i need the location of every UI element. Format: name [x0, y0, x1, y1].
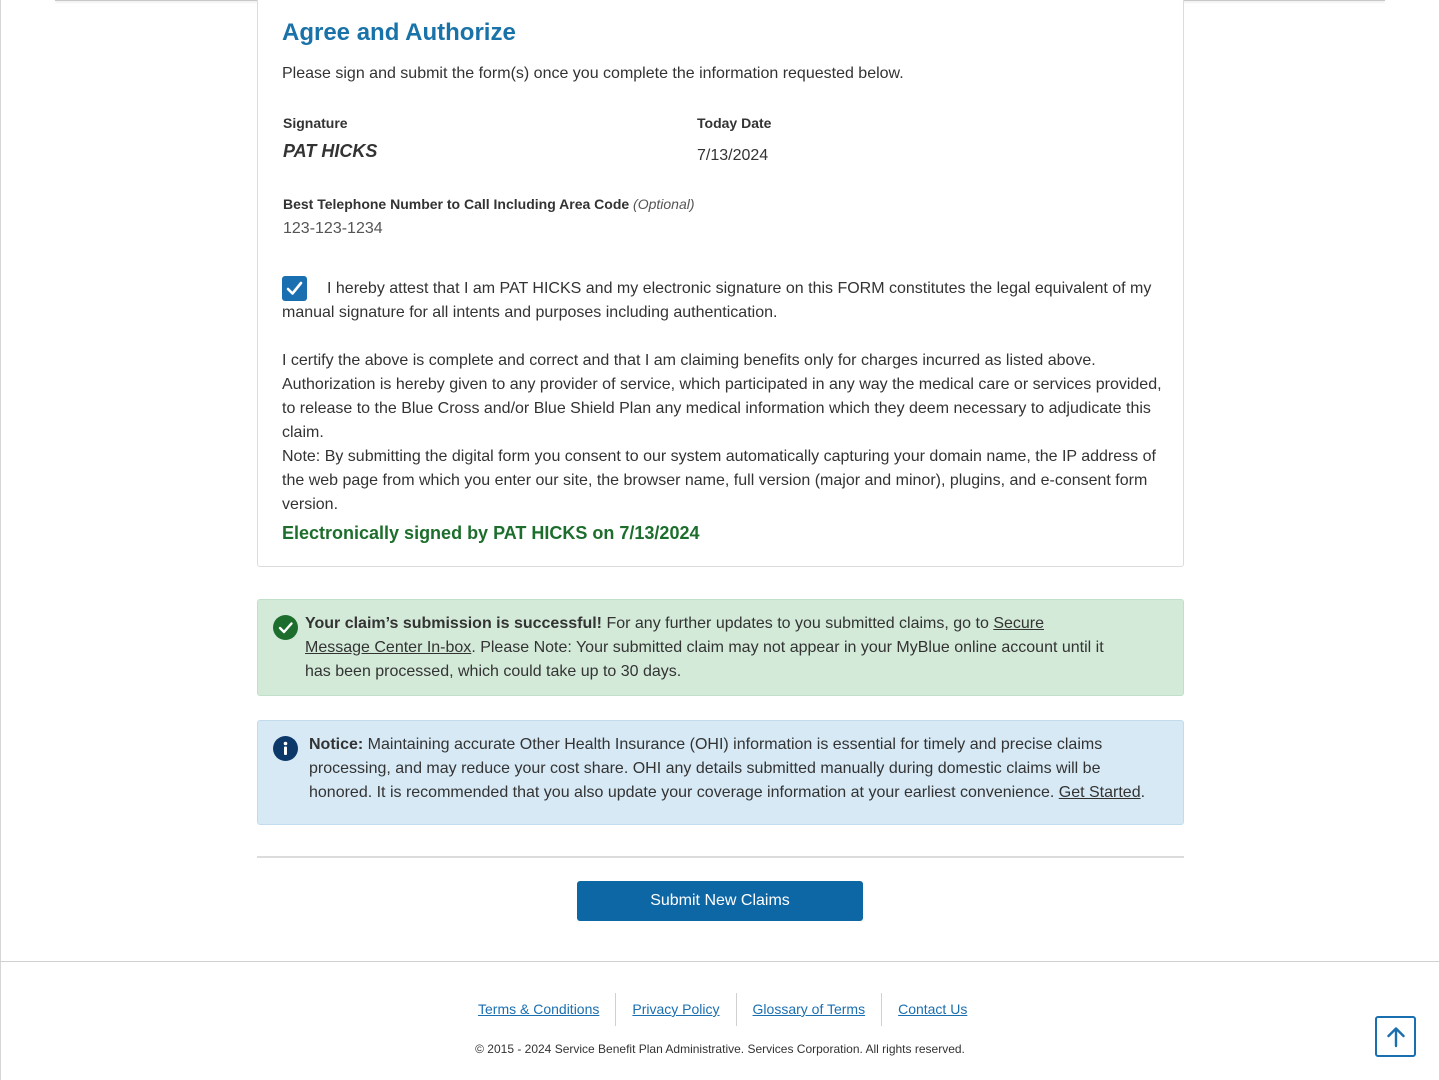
today-date-label: Today Date [697, 115, 772, 131]
glossary-of-terms-link[interactable]: Glossary of Terms [736, 993, 882, 1026]
electronically-signed-text: Electronically signed by PAT HICKS on 7/13/2024 [282, 523, 700, 543]
contact-us-link[interactable]: Contact Us [881, 993, 983, 1026]
certify-text: I certify the above is complete and correct and that I am claiming benefits only for charges incurred as listed above. Authorization is hereby given to any provider of service, which participated in any way the medical care or services provided, to release to the Blue Cross and/or Blue Shield Plan any medical information which they deem necessary to adjudicate this claim. [282, 352, 1162, 441]
success-alert-text-before: For any further updates to you submitted claims, go to [602, 615, 994, 632]
phone-label [283, 196, 695, 212]
phone-value: 123-123-1234 [283, 220, 383, 237]
terms-conditions-link[interactable]: Terms & Conditions [478, 1001, 600, 1017]
submit-new-claims-button[interactable]: Submit New Claims [577, 881, 863, 921]
section-title: Agree and Authorize [282, 19, 516, 46]
back-to-top-button[interactable] [1375, 1016, 1416, 1057]
get-started-link[interactable]: Get Started [1058, 784, 1141, 801]
section-divider [257, 856, 1184, 858]
notice-alert-text-after: . [1140, 784, 1146, 801]
agree-authorize-card [257, 0, 1184, 567]
notice-alert-heading: Notice: [309, 736, 364, 753]
notice-alert-body: Maintaining accurate Other Health Insurance (OHI) information is essential for timely and precise claims processing, and may reduce your cost share. OHI any details submitted manually during domestic claims will be honored. It is recommended that you also update your coverage information at your earliest convenience. [309, 736, 1103, 801]
copyright-text: © 2015 - 2024 Service Benefit Plan Administrative. Services Corporation. All rights reserved. [475, 1042, 965, 1056]
consent-note-text: Note: By submitting the digital form you consent to our system automatically capturing your domain name, the IP address of the web page from which you enter our site, the browser name, full version (major and minor), plugins, and e-consent form version. [282, 448, 1156, 513]
success-alert [257, 599, 1184, 696]
phone-label-text: Best Telephone Number to Call Including Area Code [283, 196, 630, 212]
privacy-policy-link[interactable]: Privacy Policy [615, 993, 735, 1026]
notice-alert-text [309, 733, 1159, 805]
footer-nav [462, 993, 983, 1026]
signature-label: Signature [283, 115, 348, 131]
secure-message-center-link[interactable]: Secure Message Center In-box [305, 615, 1045, 656]
section-intro: Please sign and submit the form(s) once you complete the information requested below. [282, 65, 904, 82]
info-circle-icon [273, 736, 298, 761]
notice-alert [257, 720, 1184, 825]
success-alert-text-after: . Please Note: Your submitted claim may not appear in your MyBlue online account until it has been processed, which could take up to 30 days. [305, 639, 1104, 680]
today-date-value: 7/13/2024 [697, 147, 769, 164]
arrow-up-icon [1385, 1026, 1407, 1048]
phone-optional-text: (Optional) [633, 196, 695, 212]
success-alert-text [305, 612, 1105, 684]
footer-divider [0, 961, 1440, 962]
success-alert-heading: Your claim’s submission is successful! [305, 615, 602, 632]
attest-text: I hereby attest that I am PAT HICKS and my electronic signature on this FORM constitutes the legal equivalent of my manual signature for all intents and purposes including authentication. [282, 280, 1152, 321]
check-circle-icon [273, 615, 298, 640]
signature-value: PAT HICKS [283, 141, 378, 161]
